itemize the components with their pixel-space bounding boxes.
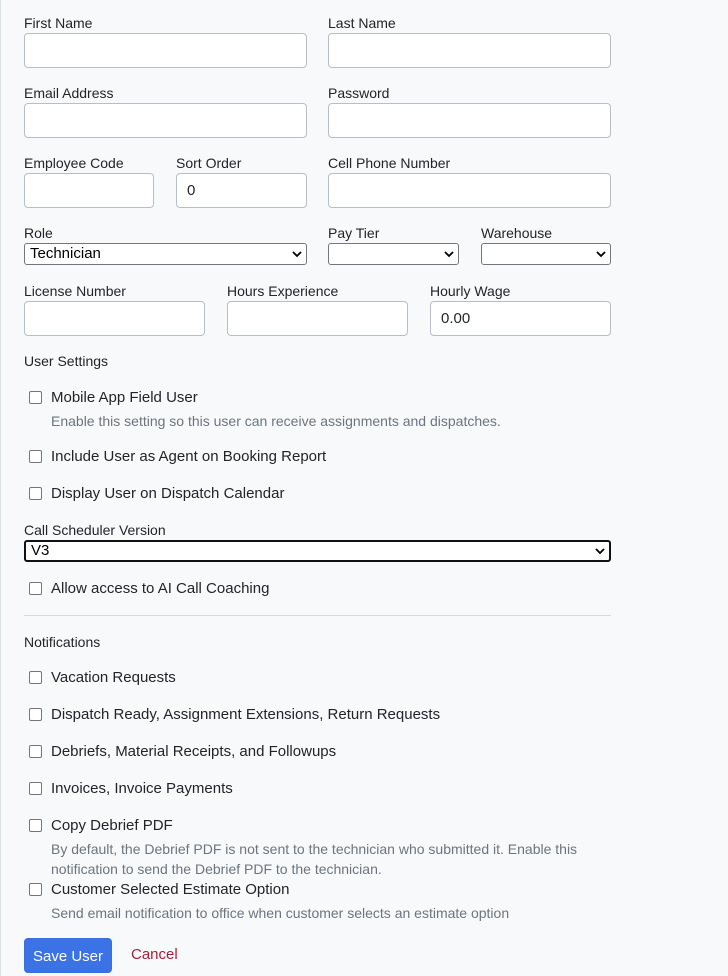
booking-report-label[interactable]: Include User as Agent on Booking Report	[51, 448, 327, 465]
copy-debrief-help-line2: notification to send the Debrief PDF to the technician.	[51, 861, 382, 877]
copy-debrief-label[interactable]: Copy Debrief PDF	[51, 817, 173, 834]
booking-report-checkbox[interactable]	[29, 450, 42, 463]
user-settings-heading: User Settings	[24, 353, 109, 369]
employee-code-label: Employee Code	[24, 155, 124, 171]
warehouse-label: Warehouse	[481, 225, 553, 241]
vacation-label[interactable]: Vacation Requests	[51, 669, 176, 686]
debriefs-checkbox[interactable]	[29, 745, 42, 758]
chevron-down-icon	[596, 250, 606, 258]
role-select-value: Technician	[30, 245, 101, 262]
employee-code-input[interactable]	[24, 173, 154, 208]
copy-debrief-checkbox[interactable]	[29, 819, 42, 832]
mobile-app-label[interactable]: Mobile App Field User	[51, 389, 198, 406]
license-number-label: License Number	[24, 283, 126, 299]
vacation-checkbox[interactable]	[29, 671, 42, 684]
last-name-input[interactable]	[328, 33, 611, 68]
call-scheduler-select-value: V3	[31, 542, 50, 559]
call-scheduler-select[interactable]	[24, 540, 611, 562]
role-select[interactable]	[24, 243, 307, 265]
sort-order-label: Sort Order	[176, 155, 242, 171]
license-number-input[interactable]	[24, 301, 205, 336]
first-name-input[interactable]	[24, 33, 307, 68]
dispatch-ready-label[interactable]: Dispatch Ready, Assignment Extensions, Return Requests	[51, 706, 441, 723]
estimate-option-checkbox[interactable]	[29, 883, 42, 896]
section-divider	[24, 615, 611, 616]
hourly-wage-label: Hourly Wage	[430, 283, 511, 299]
dispatch-ready-checkbox[interactable]	[29, 708, 42, 721]
first-name-label: First Name	[24, 15, 93, 31]
notifications-heading: Notifications	[24, 634, 101, 650]
chevron-down-icon	[444, 250, 454, 258]
save-user-button[interactable]: Save User	[24, 938, 112, 973]
hours-experience-label: Hours Experience	[227, 283, 339, 299]
warehouse-select[interactable]	[481, 243, 611, 265]
dispatch-calendar-label[interactable]: Display User on Dispatch Calendar	[51, 485, 285, 502]
cancel-link[interactable]: Cancel	[131, 946, 178, 963]
email-label: Email Address	[24, 85, 114, 101]
role-label: Role	[24, 225, 53, 241]
pay-tier-select[interactable]	[328, 243, 459, 265]
chevron-down-icon	[292, 250, 302, 258]
call-scheduler-label: Call Scheduler Version	[24, 522, 166, 538]
dispatch-calendar-checkbox[interactable]	[29, 487, 42, 500]
hourly-wage-input[interactable]: 0.00	[430, 301, 611, 336]
mobile-app-help: Enable this setting so this user can receive assignments and dispatches.	[51, 413, 501, 429]
hours-experience-input[interactable]	[227, 301, 408, 336]
ai-coaching-checkbox[interactable]	[29, 582, 42, 595]
cell-phone-input[interactable]	[328, 173, 611, 208]
invoices-label[interactable]: Invoices, Invoice Payments	[51, 780, 233, 797]
pay-tier-label: Pay Tier	[328, 225, 380, 241]
cell-phone-label: Cell Phone Number	[328, 155, 451, 171]
estimate-option-label[interactable]: Customer Selected Estimate Option	[51, 881, 290, 898]
copy-debrief-help-line1: By default, the Debrief PDF is not sent to the technician who submitted it. Enable this	[51, 841, 578, 857]
ai-coaching-label[interactable]: Allow access to AI Call Coaching	[51, 580, 270, 597]
sort-order-input[interactable]: 0	[176, 173, 307, 208]
password-input[interactable]	[328, 103, 611, 138]
mobile-app-checkbox[interactable]	[29, 391, 42, 404]
email-input[interactable]	[24, 103, 307, 138]
invoices-checkbox[interactable]	[29, 782, 42, 795]
debriefs-label[interactable]: Debriefs, Material Receipts, and Followups	[51, 743, 337, 760]
chevron-down-icon	[595, 547, 605, 555]
estimate-option-help: Send email notification to office when customer selects an estimate option	[51, 905, 510, 921]
password-label: Password	[328, 85, 390, 101]
last-name-label: Last Name	[328, 15, 396, 31]
